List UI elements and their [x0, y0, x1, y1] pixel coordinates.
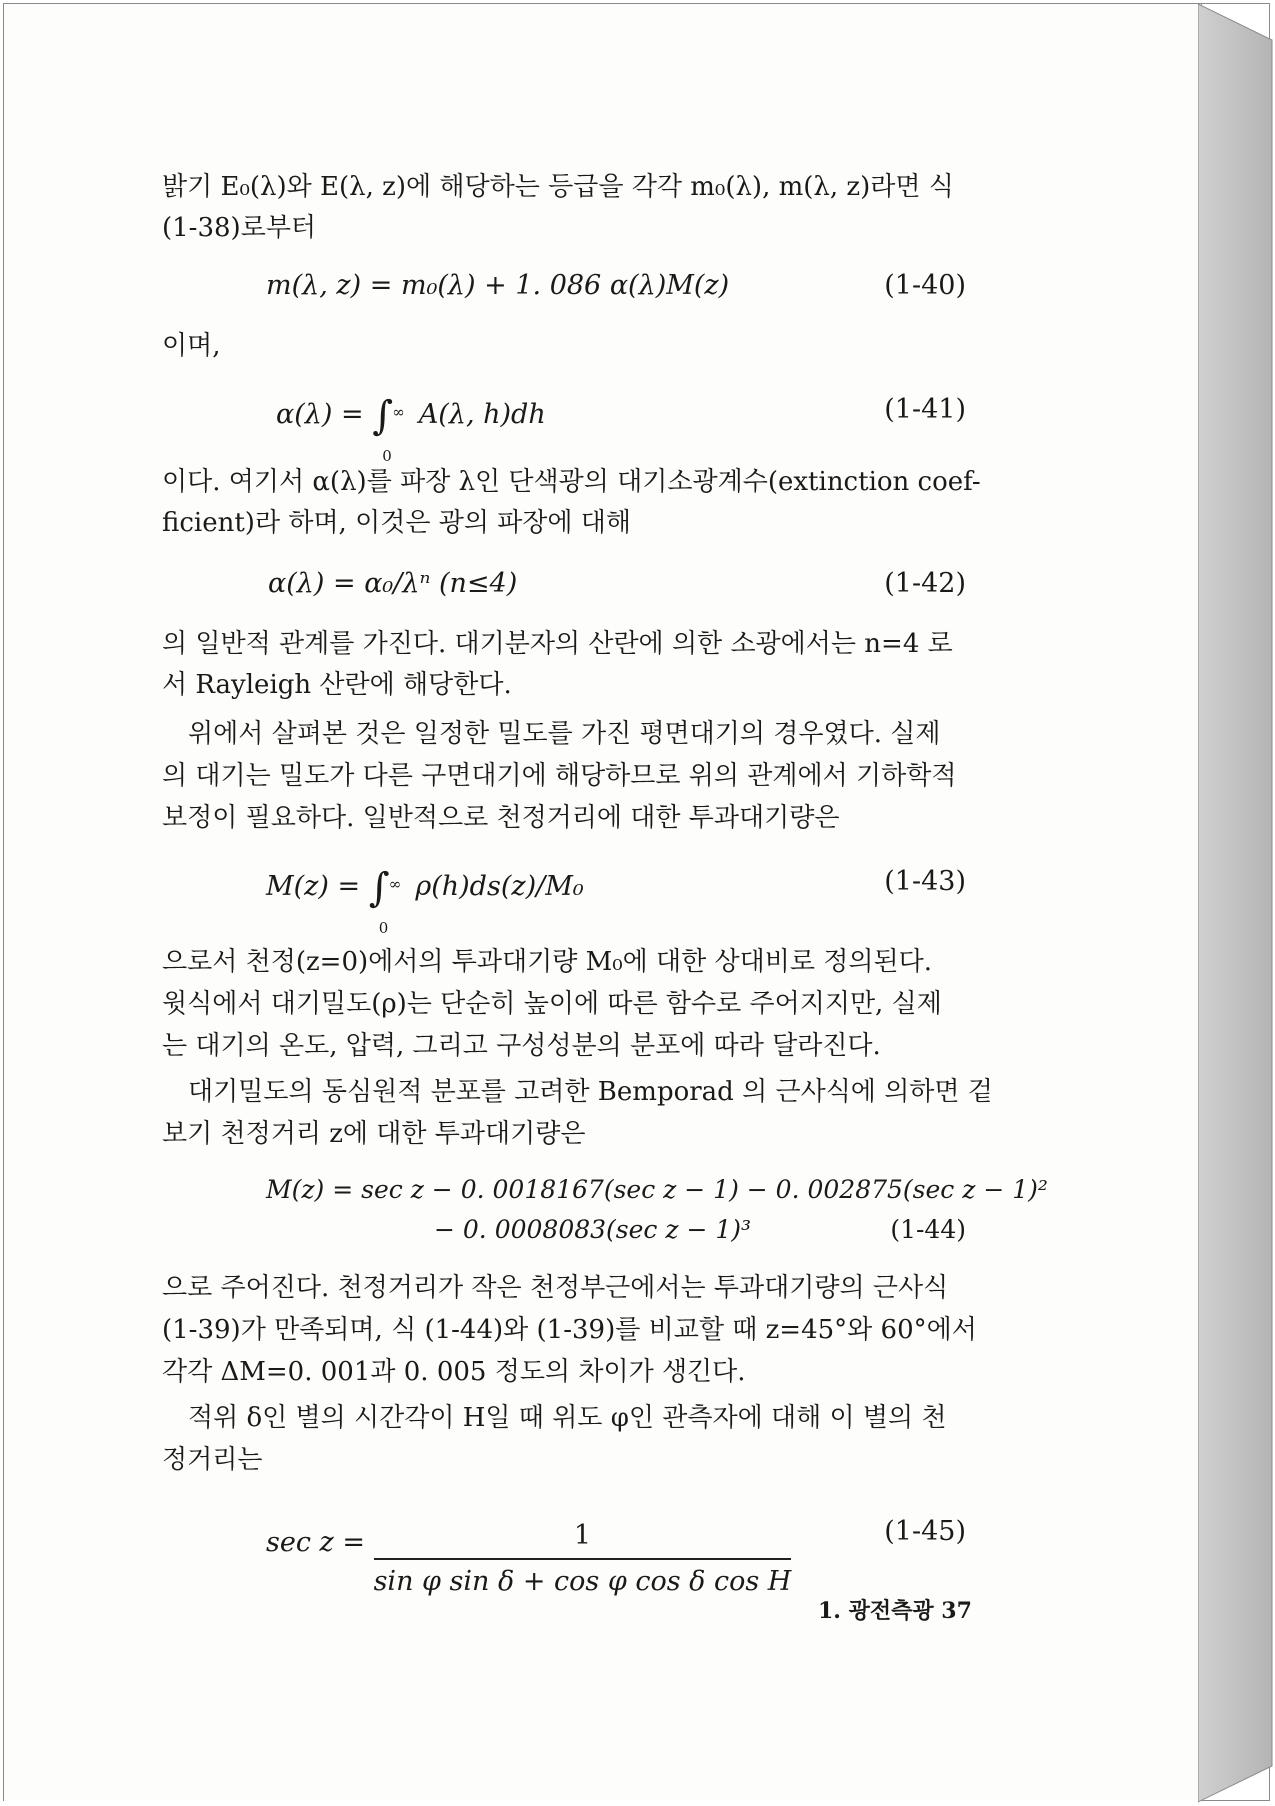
equation-number: (1-45) — [884, 1516, 966, 1547]
paragraph-line: ficient)라 하며, 이것은 광의 파장에 대해 — [162, 508, 632, 538]
paragraph-line: 는 대기의 온도, 압력, 그리고 구성성분의 분포에 따라 달라진다. — [162, 1031, 881, 1061]
equation-number: (1-44) — [890, 1215, 966, 1244]
paragraph-line: (1-39)가 만족되며, 식 (1-44)와 (1-39)를 비교할 때 z=45°와 60°에서 — [162, 1315, 977, 1345]
equation-number: (1-43) — [884, 866, 966, 897]
page-footer: 1. 광전측광 37 — [818, 1598, 972, 1624]
equation-number: (1-41) — [884, 394, 966, 425]
fraction: $\frac{1}{\text{sin φ sin δ + cos φ cos δ cos H}}$ — [374, 1516, 792, 1602]
paragraph-line: 의 대기는 밀도가 다른 구면대기에 해당하므로 위의 관계에서 기하학적 — [162, 761, 957, 791]
book-edge — [1198, 0, 1274, 1806]
paragraph-line: 보정이 필요하다. 일반적으로 천정거리에 대한 투과대기량은 — [162, 803, 840, 833]
paragraph-line: 보기 천정거리 z에 대한 투과대기량은 — [162, 1119, 586, 1149]
equation-1-44-line-1: M(z) = sec z − 0. 0018167(sec z − 1) − 0. 002875(sec z − 1)² — [266, 1175, 1048, 1204]
paragraph-line: 위에서 살펴본 것은 일정한 밀도를 가진 평면대기의 경우였다. 실제 — [188, 719, 941, 749]
equation-1-40: m(λ, z) = m₀(λ) + 1. 086 α(λ)M(z) (1-40) — [266, 266, 966, 306]
paragraph-line: 서 Rayleigh 산란에 해당한다. — [162, 670, 512, 700]
paragraph-line: 적위 δ인 별의 시간각이 H일 때 위도 φ인 관측자에 대해 이 별의 천 — [188, 1403, 947, 1433]
equation-number: (1-40) — [884, 270, 966, 301]
paragraph-line: 으로서 천정(z=0)에서의 투과대기량 M₀에 대한 상대비로 정의된다. — [162, 947, 932, 977]
book-page — [4, 4, 1202, 1801]
paragraph-line: 각각 ΔM=0. 001과 0. 005 정도의 차이가 생긴다. — [162, 1357, 746, 1387]
paragraph-line: (1-38)로부터 — [162, 213, 317, 243]
paragraph-line: 대기밀도의 동심원적 분포를 고려한 Bemporad 의 근사식에 의하면 겉 — [188, 1077, 993, 1107]
paragraph-line: 정거리는 — [162, 1445, 263, 1475]
integral-sign: ∫ ∞ 0 — [372, 393, 405, 465]
paragraph-line: 밝기 E₀(λ)와 E(λ, z)에 해당하는 등급을 각각 m₀(λ), m(λ, z)라면 식 — [162, 172, 954, 202]
equation-1-43: M(z) = ∫ ∞ 0 ρ(h)ds(z)/M₀ (1-43) — [266, 862, 966, 912]
paragraph-line: 의 일반적 관계를 가진다. 대기분자의 산란에 의한 소광에서는 n=4 로 — [162, 629, 953, 659]
paragraph-line: 이며, — [162, 331, 221, 361]
paragraph-line: 윗식에서 대기밀도(ρ)는 단순히 높이에 따른 함수로 주어지지만, 실제 — [162, 989, 942, 1019]
equation-1-45: sec z = $\frac{1}{\text{sin φ sin δ + cos φ cos δ cos H}}$ (1-45) — [266, 1512, 966, 1582]
equation-1-44-line-2: − 0. 0008083(sec z − 1)³ (1-44) — [434, 1210, 966, 1250]
integral-sign: ∫ ∞ 0 — [368, 865, 402, 937]
paragraph-line: 으로 주어진다. 천정거리가 작은 천정부근에서는 투과대기량의 근사식 — [162, 1273, 949, 1303]
paragraph-line: 이다. 여기서 α(λ)를 파장 λ인 단색광의 대기소광계수(extinction coef- — [162, 467, 981, 497]
equation-1-41: α(λ) = ∫ ∞ 0 A(λ, h)dh (1-41) — [276, 390, 966, 440]
equation-number: (1-42) — [884, 568, 966, 599]
equation-1-42: α(λ) = α₀/λⁿ (n≤4) (1-42) — [268, 564, 966, 604]
